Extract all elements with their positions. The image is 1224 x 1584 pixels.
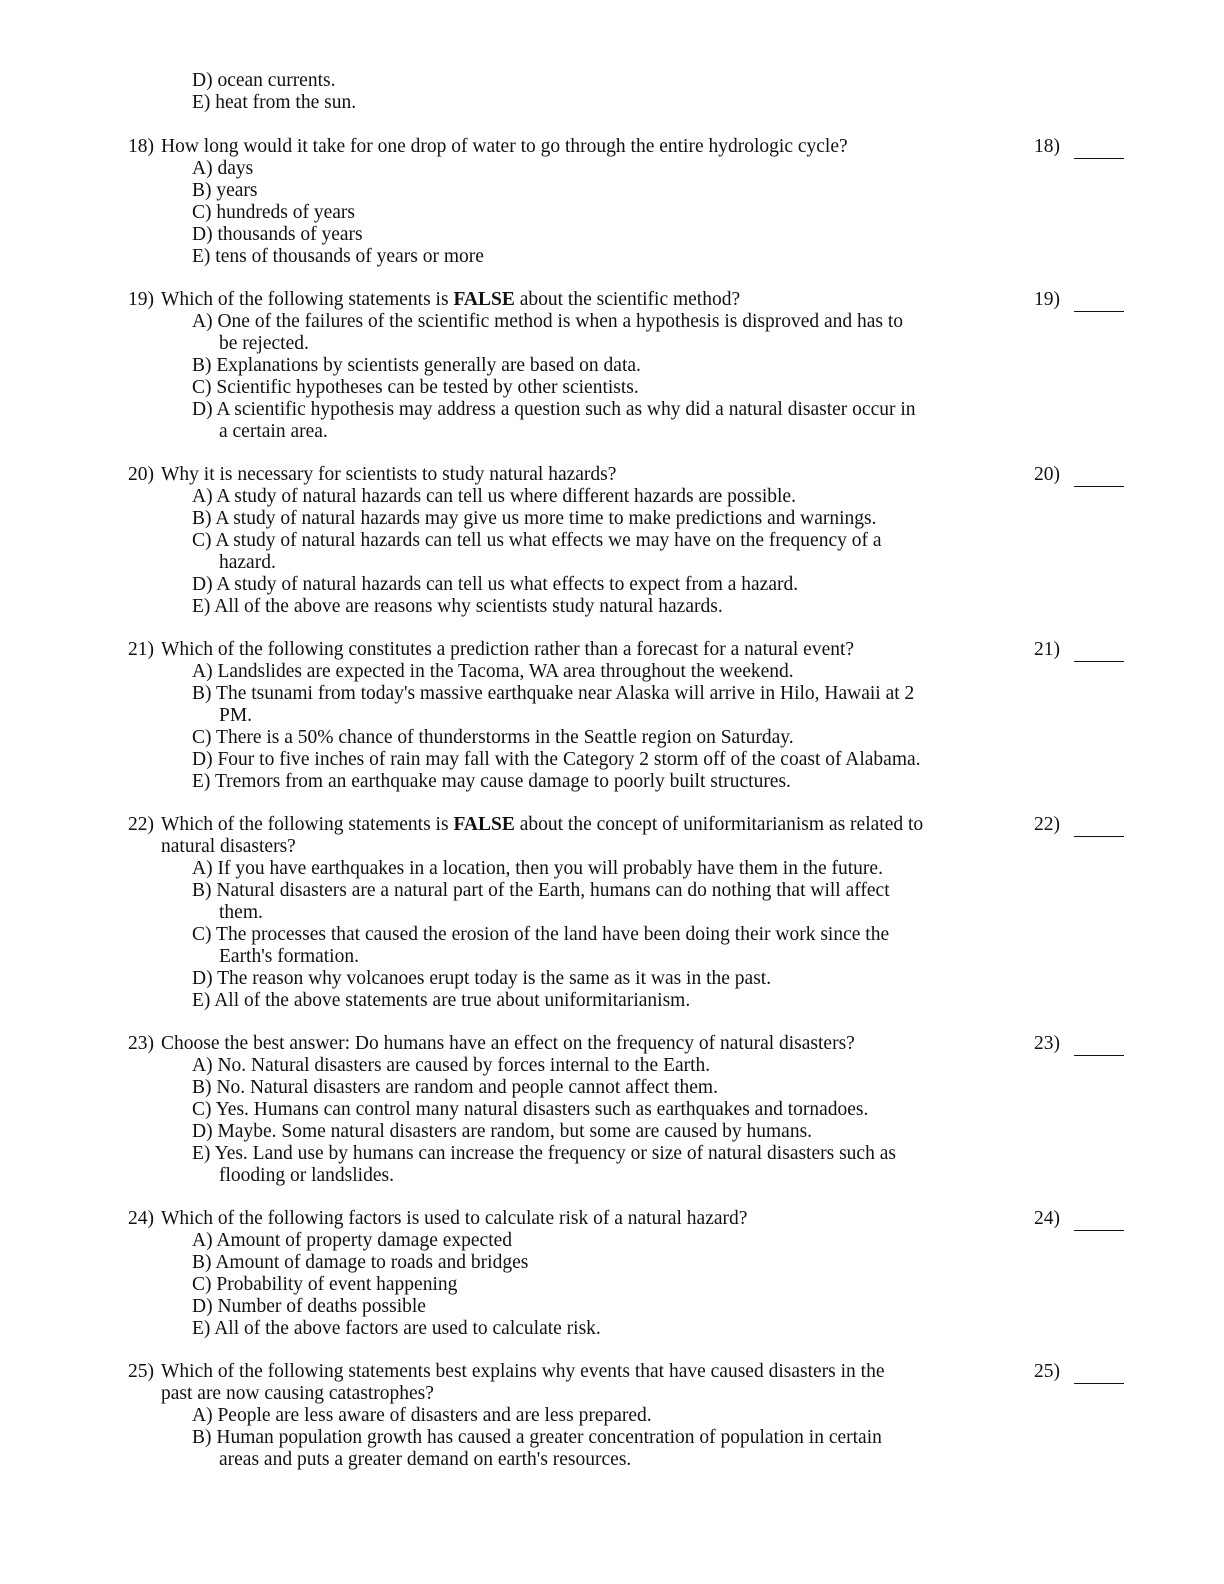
answer-number: 25) <box>1034 1361 1060 1382</box>
option-b: B) No. Natural disasters are random and people cannot affect them. <box>192 1077 718 1098</box>
question-number: 24) <box>128 1208 154 1229</box>
answer-blank[interactable] <box>1074 1055 1124 1056</box>
option-a: A) If you have earthquakes in a location, then you will probably have them in the future. <box>192 858 883 879</box>
question-text-continued: natural disasters? <box>161 836 296 857</box>
option-b: B) years <box>192 180 258 201</box>
question-text: Which of the following statements is FALSE about the concept of uniformitarianism as related to <box>161 814 924 835</box>
option-c: C) Yes. Humans can control many natural disasters such as earthquakes and tornadoes. <box>192 1099 869 1120</box>
question-number: 25) <box>128 1361 154 1382</box>
option-d: D) The reason why volcanoes erupt today is the same as it was in the past. <box>192 968 772 989</box>
option-c: C) hundreds of years <box>192 202 355 223</box>
option-e: E) All of the above factors are used to calculate risk. <box>192 1318 601 1339</box>
option-a: A) One of the failures of the scientific method is when a hypothesis is disproved and has to <box>192 311 904 332</box>
carryover-option-e: E) heat from the sun. <box>192 92 357 113</box>
question-text: Which of the following constitutes a prediction rather than a forecast for a natural event? <box>161 639 855 660</box>
option-d: D) Maybe. Some natural disasters are random, but some are caused by humans. <box>192 1121 813 1142</box>
option-e: E) tens of thousands of years or more <box>192 246 484 267</box>
option-a: A) A study of natural hazards can tell us where different hazards are possible. <box>192 486 796 507</box>
option-c: C) The processes that caused the erosion of the land have been doing their work since the <box>192 924 890 945</box>
answer-blank[interactable] <box>1074 661 1124 662</box>
option-b: B) Amount of damage to roads and bridges <box>192 1252 529 1273</box>
option-b-continued: PM. <box>219 705 253 726</box>
question-text: Choose the best answer: Do humans have an effect on the frequency of natural disasters? <box>161 1033 855 1054</box>
answer-blank[interactable] <box>1074 1383 1124 1384</box>
option-a: A) Landslides are expected in the Tacoma, WA area throughout the weekend. <box>192 661 794 682</box>
option-a: A) No. Natural disasters are caused by forces internal to the Earth. <box>192 1055 711 1076</box>
option-c: C) Probability of event happening <box>192 1274 458 1295</box>
option-c: C) A study of natural hazards can tell us what effects we may have on the frequency of a <box>192 530 882 551</box>
option-e: E) All of the above are reasons why scientists study natural hazards. <box>192 596 723 617</box>
answer-blank[interactable] <box>1074 836 1124 837</box>
option-a: A) Amount of property damage expected <box>192 1230 513 1251</box>
answer-number: 22) <box>1034 814 1060 835</box>
answer-blank[interactable] <box>1074 158 1124 159</box>
answer-number: 23) <box>1034 1033 1060 1054</box>
option-b: B) Human population growth has caused a greater concentration of population in certain <box>192 1427 882 1448</box>
option-e: E) Tremors from an earthquake may cause damage to poorly built structures. <box>192 771 791 792</box>
option-c-continued: Earth's formation. <box>219 946 359 967</box>
option-c: C) There is a 50% chance of thunderstorms in the Seattle region on Saturday. <box>192 727 794 748</box>
answer-number: 24) <box>1034 1208 1060 1229</box>
question-text: How long would it take for one drop of water to go through the entire hydrologic cycle? <box>161 136 848 157</box>
answer-blank[interactable] <box>1074 311 1124 312</box>
question-text-continued: past are now causing catastrophes? <box>161 1383 434 1404</box>
answer-number: 19) <box>1034 289 1060 310</box>
option-a: A) People are less aware of disasters and are less prepared. <box>192 1405 652 1426</box>
option-d-continued: a certain area. <box>219 421 328 442</box>
carryover-option-d: D) ocean currents. <box>192 70 336 91</box>
question-text: Which of the following factors is used to calculate risk of a natural hazard? <box>161 1208 748 1229</box>
answer-blank[interactable] <box>1074 1230 1124 1231</box>
option-a-continued: be rejected. <box>219 333 309 354</box>
option-e-continued: flooding or landslides. <box>219 1165 394 1186</box>
option-a: A) days <box>192 158 254 179</box>
question-text: Why it is necessary for scientists to study natural hazards? <box>161 464 617 485</box>
answer-number: 21) <box>1034 639 1060 660</box>
question-number: 23) <box>128 1033 154 1054</box>
option-e: E) All of the above statements are true about uniformitarianism. <box>192 990 691 1011</box>
option-e: E) Yes. Land use by humans can increase the frequency or size of natural disasters such as <box>192 1143 896 1164</box>
option-d: D) thousands of years <box>192 224 363 245</box>
option-c-continued: hazard. <box>219 552 276 573</box>
option-b: B) The tsunami from today's massive earthquake near Alaska will arrive in Hilo, Hawaii at 2 <box>192 683 915 704</box>
option-d: D) A study of natural hazards can tell us what effects to expect from a hazard. <box>192 574 799 595</box>
option-b: B) Natural disasters are a natural part of the Earth, humans can do nothing that will affect <box>192 880 890 901</box>
option-b-continued: them. <box>219 902 263 923</box>
option-b-continued: areas and puts a greater demand on earth's resources. <box>219 1449 632 1470</box>
question-number: 22) <box>128 814 154 835</box>
option-c: C) Scientific hypotheses can be tested by other scientists. <box>192 377 639 398</box>
question-number: 21) <box>128 639 154 660</box>
answer-number: 18) <box>1034 136 1060 157</box>
option-b: B) Explanations by scientists generally are based on data. <box>192 355 641 376</box>
option-d: D) A scientific hypothesis may address a question such as why did a natural disaster occur in <box>192 399 916 420</box>
question-text: Which of the following statements best explains why events that have caused disasters in the <box>161 1361 885 1382</box>
question-number: 20) <box>128 464 154 485</box>
answer-blank[interactable] <box>1074 486 1124 487</box>
option-b: B) A study of natural hazards may give us more time to make predictions and warnings. <box>192 508 877 529</box>
question-number: 19) <box>128 289 154 310</box>
question-text: Which of the following statements is FALSE about the scientific method? <box>161 289 741 310</box>
option-d: D) Number of deaths possible <box>192 1296 426 1317</box>
answer-number: 20) <box>1034 464 1060 485</box>
option-d: D) Four to five inches of rain may fall with the Category 2 storm off of the coast of Alabama. <box>192 749 921 770</box>
question-number: 18) <box>128 136 154 157</box>
